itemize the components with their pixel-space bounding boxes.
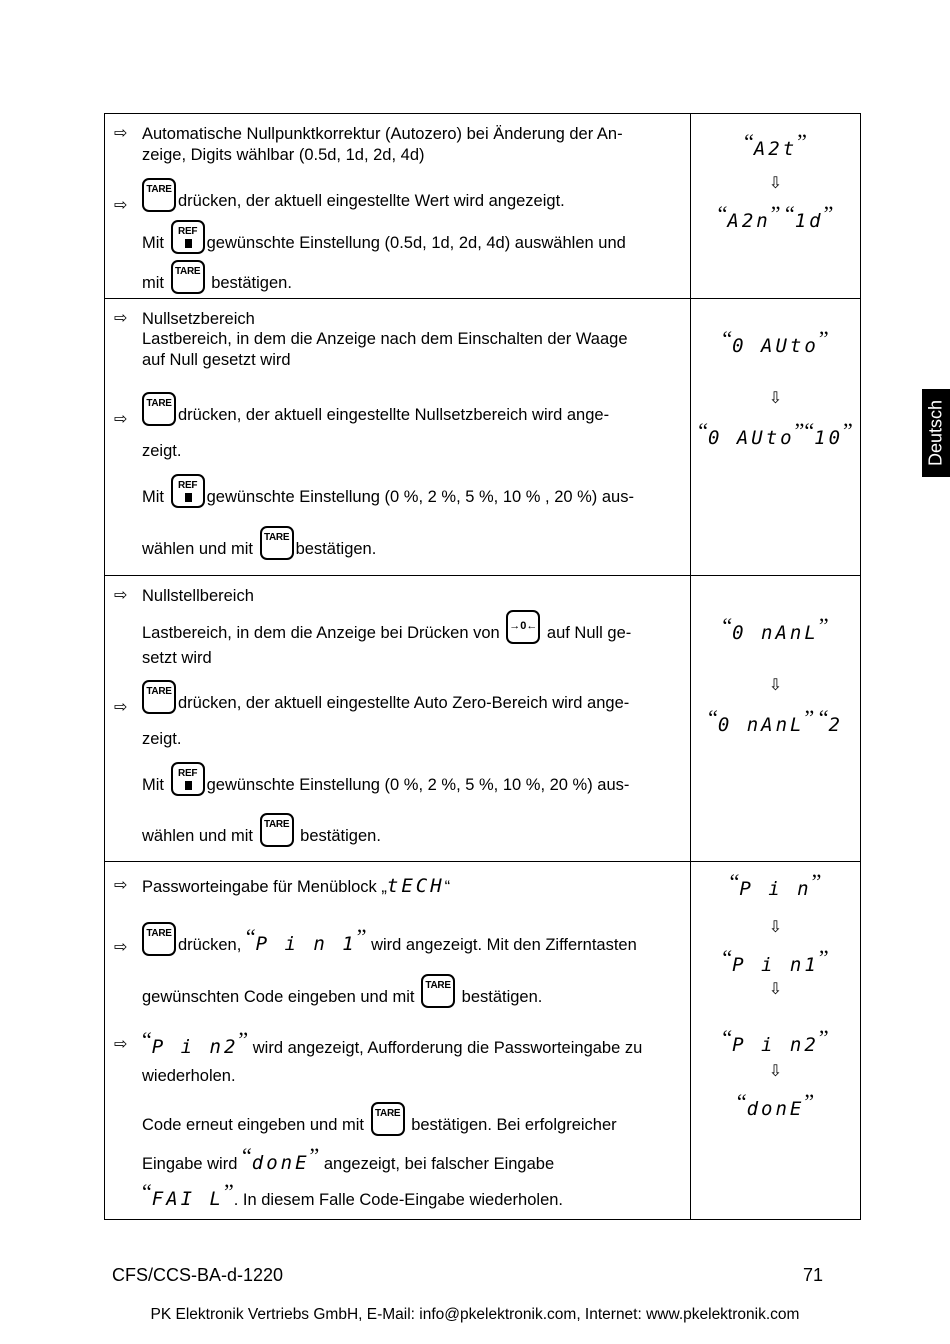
step-line: TARE drücken, der aktuell eingestellte Wert wird angezeigt. bbox=[140, 178, 565, 212]
step-line: Mit REF gewünschte Einstellung (0 %, 2 %, 5 %, 10 % , 20 %) aus- bbox=[142, 474, 634, 508]
display-readout: “donE” bbox=[736, 1089, 815, 1120]
tare-key-icon: TARE bbox=[142, 178, 176, 212]
down-arrow-icon: ⇩ bbox=[768, 390, 783, 407]
tare-key-icon: TARE bbox=[260, 813, 294, 847]
ref-key-icon: REF bbox=[171, 762, 205, 796]
section-title-cont: zeige, Digits wählbar (0.5d, 1d, 2d, 4d) bbox=[142, 146, 425, 164]
page-number: 71 bbox=[803, 1265, 824, 1285]
display-readout: “P i n” bbox=[729, 869, 822, 900]
tare-key-icon: TARE bbox=[142, 680, 176, 714]
down-arrow-icon: ⇩ bbox=[768, 677, 783, 694]
section-title: Passworteingabe für Menüblock „tECH“ bbox=[142, 875, 451, 897]
tare-key-icon: TARE bbox=[171, 260, 205, 294]
tare-key-icon: TARE bbox=[371, 1102, 405, 1136]
settings-table bbox=[104, 113, 861, 1220]
tare-key-icon: TARE bbox=[142, 392, 176, 426]
step-line: gewünschten Code eingeben und mit TARE bestätigen. bbox=[142, 974, 542, 1008]
tare-key-icon: TARE bbox=[142, 922, 176, 956]
tare-key-icon: TARE bbox=[421, 974, 455, 1008]
arrow-icon: ⇨ bbox=[114, 699, 128, 716]
document-id: CFS/CCS-BA-d-1220 bbox=[112, 1265, 284, 1285]
arrow-icon: ⇨ bbox=[114, 310, 128, 327]
arrow-icon: ⇨ bbox=[114, 197, 128, 214]
step-line: wählen und mit TARE bestätigen. bbox=[142, 813, 381, 847]
arrow-icon: ⇨ bbox=[114, 411, 128, 428]
table-row bbox=[105, 862, 861, 1220]
description-cell bbox=[105, 862, 691, 1220]
tare-key-icon: TARE bbox=[260, 526, 294, 560]
down-arrow-icon: ⇩ bbox=[768, 919, 783, 936]
display-readout: “P i n1” bbox=[722, 945, 829, 976]
step-line: zeigt. bbox=[142, 442, 182, 460]
description-cell bbox=[105, 299, 691, 576]
table-row bbox=[105, 299, 861, 576]
step-line: wiederholen. bbox=[142, 1067, 236, 1085]
step-line: zeigt. bbox=[142, 730, 182, 748]
step-line: TARE drücken, “P i n 1” wird angezeigt. Mit den Zifferntasten bbox=[140, 922, 637, 956]
arrow-icon: ⇨ bbox=[114, 939, 128, 956]
company-footer: PK Elektronik Vertriebs GmbH, E-Mail: info@pkelektronik.com, Internet: www.pkelektronik.com bbox=[150, 1306, 800, 1323]
section-title-cont: auf Null gesetzt wird bbox=[142, 351, 291, 369]
display-readout: “A2t” bbox=[744, 129, 807, 160]
display-readout: “0 nAnL” “2 bbox=[708, 705, 843, 736]
step-line: Mit REF gewünschte Einstellung (0.5d, 1d, 2d, 4d) auswählen und bbox=[142, 220, 626, 254]
display-cell bbox=[691, 299, 861, 576]
step-line: TARE drücken, der aktuell eingestellte Auto Zero-Bereich wird ange- bbox=[140, 680, 629, 714]
step-line: “FAI L”. In diesem Falle Code-Eingabe wiederholen. bbox=[142, 1179, 564, 1210]
section-title: Automatische Nullpunktkorrektur (Autozero) bei Änderung der An- bbox=[142, 125, 623, 143]
description-cell bbox=[105, 114, 691, 299]
section-title-cont: Lastbereich, in dem die Anzeige nach dem Einschalten der Waage bbox=[142, 330, 628, 348]
table-row bbox=[105, 114, 861, 299]
down-arrow-icon: ⇩ bbox=[768, 1063, 783, 1080]
step-line: Code erneut eingeben und mit TARE bestätigen. Bei erfolgreicher bbox=[142, 1102, 617, 1136]
display-readout: “0 AUto” bbox=[722, 326, 829, 357]
section-title-cont: setzt wird bbox=[142, 649, 212, 667]
display-readout: “A2n” “1d” bbox=[717, 201, 834, 232]
step-line: “P i n2” wird angezeigt, Aufforderung die Passworteingabe zu bbox=[142, 1027, 643, 1058]
section-title-cont: Lastbereich, in dem die Anzeige bei Drücken von →0← auf Null ge- bbox=[142, 610, 631, 644]
display-readout: “0 nAnL” bbox=[722, 613, 829, 644]
down-arrow-icon: ⇩ bbox=[768, 981, 783, 998]
down-arrow-icon: ⇩ bbox=[768, 175, 783, 192]
step-line: Mit REF gewünschte Einstellung (0 %, 2 %, 5 %, 10 %, 20 %) aus- bbox=[142, 762, 629, 796]
arrow-icon: ⇨ bbox=[114, 877, 128, 894]
display-cell bbox=[691, 862, 861, 1220]
arrow-icon: ⇨ bbox=[114, 587, 128, 604]
description-cell bbox=[105, 576, 691, 862]
table-row bbox=[105, 576, 861, 862]
ref-key-icon: REF bbox=[171, 474, 205, 508]
section-title: Nullstellbereich bbox=[142, 587, 254, 605]
zero-key-icon: →0← bbox=[506, 610, 540, 644]
display-cell bbox=[691, 114, 861, 299]
language-tab: Deutsch bbox=[922, 389, 950, 477]
display-readout: “0 AUto”“10” bbox=[698, 418, 853, 449]
section-title: Nullsetzbereich bbox=[142, 310, 255, 328]
step-line: Eingabe wird “donE” angezeigt, bei falscher Eingabe bbox=[142, 1143, 555, 1174]
arrow-icon: ⇨ bbox=[114, 125, 128, 142]
step-line: mit TARE bestätigen. bbox=[142, 260, 292, 294]
display-readout: “P i n2” bbox=[722, 1025, 829, 1056]
ref-key-icon: REF bbox=[171, 220, 205, 254]
arrow-icon: ⇨ bbox=[114, 1036, 128, 1053]
display-cell bbox=[691, 576, 861, 862]
step-line: TARE drücken, der aktuell eingestellte Nullsetzbereich wird ange- bbox=[140, 392, 609, 426]
step-line: wählen und mit TARE bestätigen. bbox=[142, 526, 376, 560]
